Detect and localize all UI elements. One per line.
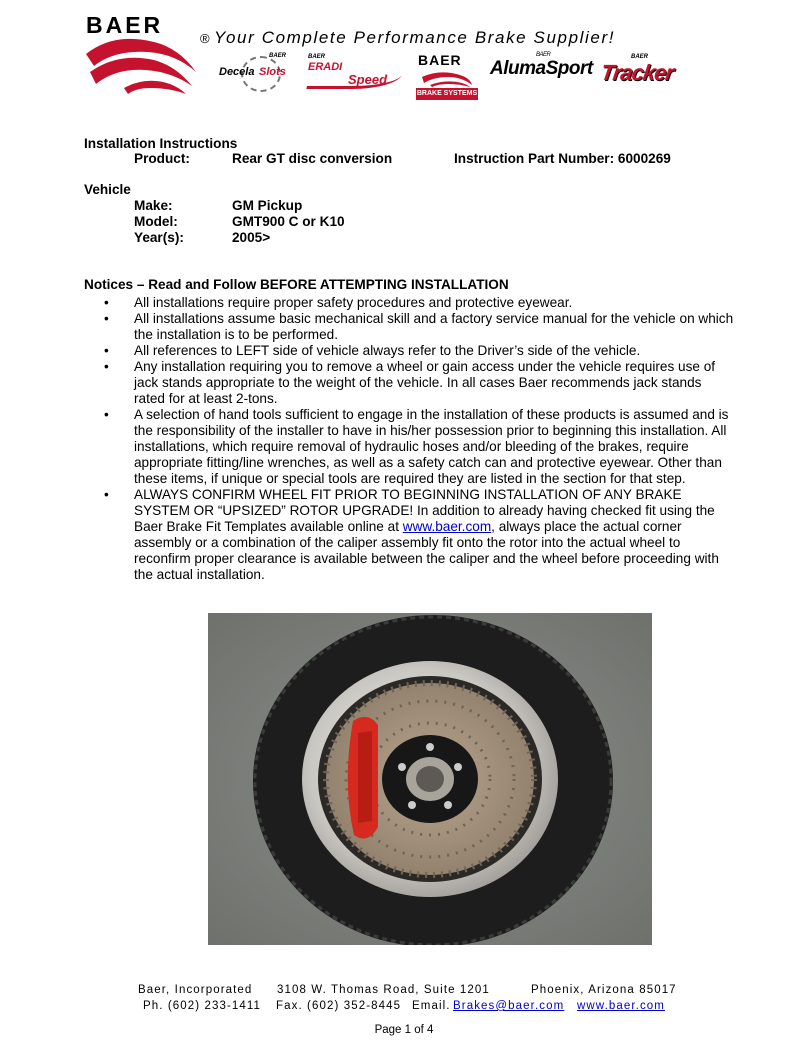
bullet-icon: • bbox=[104, 343, 109, 358]
decelaslots-logo bbox=[219, 53, 299, 92]
make-value: GM Pickup bbox=[232, 198, 303, 213]
baer-brake-systems-logo bbox=[416, 52, 478, 100]
notice-text: All installations assume basic mechanical skill and a factory service manual for the vehicle on which the installation is to be performed. bbox=[134, 311, 734, 342]
notice-text: ALWAYS CONFIRM WHEEL FIT PRIOR TO BEGINNING INSTALLATION OF ANY BRAKE SYSTEM OR “UPSIZED” ROTOR UPGRADE! In addition to already having checked fit using the Baer Brake Fit Templates available online at bbox=[134, 487, 715, 534]
list-item bbox=[104, 487, 734, 583]
product-value: Rear GT disc conversion bbox=[232, 151, 393, 166]
bullet-icon: • bbox=[104, 487, 109, 502]
product-label: Product: bbox=[134, 151, 190, 166]
bullet-icon: • bbox=[104, 407, 109, 422]
year-label: Year(s): bbox=[134, 230, 184, 245]
list-item bbox=[104, 311, 734, 343]
logo-text: Speed bbox=[348, 72, 388, 87]
notice-text: All references to LEFT side of vehicle always refer to the Driver’s side of the vehicle. bbox=[134, 343, 641, 358]
logo-subtitle: BRAKE SYSTEMS bbox=[416, 88, 478, 100]
tracker-logo bbox=[601, 56, 681, 96]
bullet-icon: • bbox=[104, 295, 109, 310]
make-label: Make: bbox=[134, 198, 173, 213]
notice-text: Any installation requiring you to remove a wheel or gain access under the vehicle requires use of jack stands appropriate to the weight of the vehicle. In all cases Baer recommends jack stands rated for at least 2-tons. bbox=[134, 359, 716, 406]
logo-text: Tracker bbox=[599, 60, 675, 85]
logo-text: BAER bbox=[418, 52, 462, 68]
notices-section bbox=[84, 277, 734, 583]
logo-text: Decela bbox=[219, 66, 255, 78]
list-item bbox=[104, 343, 734, 359]
model-label: Model: bbox=[134, 214, 178, 229]
phone-number: Ph. (602) 233-1411 bbox=[143, 1000, 262, 1012]
part-number: Instruction Part Number: 6000269 bbox=[454, 151, 671, 166]
logo-text: AlumaSport bbox=[490, 58, 593, 79]
notices-list bbox=[84, 295, 734, 583]
logo-maker: BAER bbox=[269, 53, 287, 59]
company-name: Baer, Incorporated bbox=[138, 984, 253, 996]
notice-text: , always place the actual corner assembly or a combination of the caliper assembly fit onto the rotor into the actual wheel to reconfirm proper clearance is available between the caliper and the wheel before proceeding with the actual installation. bbox=[134, 519, 719, 582]
wheel-fit-photo bbox=[208, 613, 652, 945]
notice-text: A selection of hand tools sufficient to engage in the installation of these products is assumed and is the responsibility of the installer to have in his/her possession prior to beginning this installation. All installations, which require removal of hydraulic hoses and/or bleeding of the brakes, require appropriate fitting/line wrenches, as well as a safety catch can and protective eyewear. Other than these items, if unique or special tools are required they are listed in the section for that step. bbox=[134, 407, 729, 486]
logo-text: Slots bbox=[259, 66, 286, 78]
year-value: 2005> bbox=[232, 230, 271, 245]
list-item bbox=[104, 407, 734, 487]
logo-maker: BAER bbox=[536, 52, 551, 58]
logo-text: ERADI bbox=[308, 61, 343, 73]
letterhead bbox=[0, 0, 808, 110]
eradispeed-logo bbox=[306, 56, 408, 92]
bullet-icon: • bbox=[104, 311, 109, 326]
claw-icon bbox=[420, 69, 474, 87]
bullet-icon: • bbox=[104, 359, 109, 374]
fax-number: Fax. (602) 352-8445 bbox=[276, 1000, 402, 1012]
notices-heading: Notices – Read and Follow BEFORE ATTEMPTING INSTALLATION bbox=[84, 277, 509, 292]
list-item bbox=[104, 359, 734, 407]
baer-website-link[interactable]: www.baer.com bbox=[402, 519, 492, 534]
page-number: Page 1 of 4 bbox=[374, 1024, 434, 1036]
brand-name: BAER bbox=[86, 12, 164, 38]
list-item bbox=[104, 295, 734, 311]
vehicle-heading: Vehicle bbox=[84, 182, 131, 197]
registered-mark: ® bbox=[200, 31, 210, 46]
model-value: GMT900 C or K10 bbox=[232, 214, 345, 229]
notice-text: All installations require proper safety procedures and protective eyewear. bbox=[134, 295, 573, 310]
logo-maker: BAER bbox=[308, 54, 326, 60]
email-label: Email. bbox=[412, 1000, 451, 1012]
doc-heading: Installation Instructions bbox=[84, 136, 238, 151]
email-link[interactable]: Brakes@baer.com bbox=[453, 1000, 565, 1012]
street-address: 3108 W. Thomas Road, Suite 1201 bbox=[277, 984, 490, 996]
logo-maker: BAER bbox=[631, 54, 649, 60]
tagline: Your Complete Performance Brake Supplier! bbox=[214, 28, 616, 47]
city-state-zip: Phoenix, Arizona 85017 bbox=[531, 984, 677, 996]
website-link[interactable]: www.baer.com bbox=[577, 1000, 665, 1012]
alumasport-logo bbox=[490, 52, 593, 80]
